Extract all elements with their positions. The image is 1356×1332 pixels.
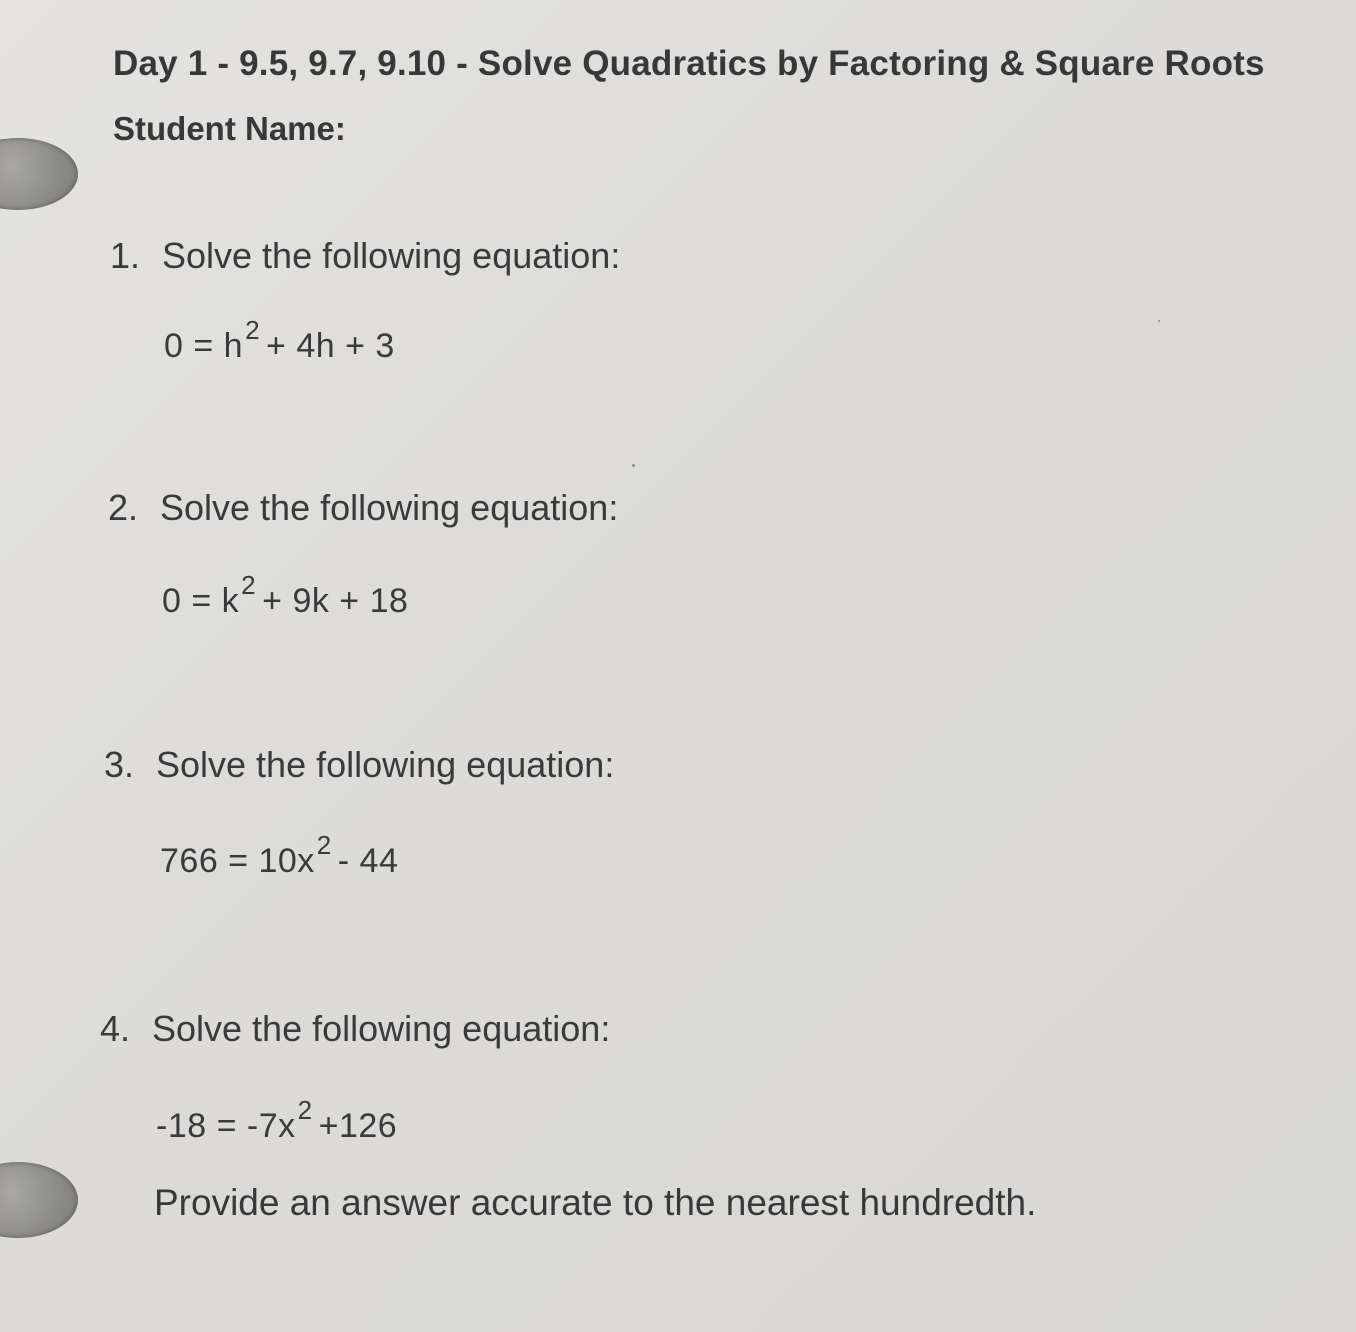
question-prompt: Solve the following equation: <box>162 235 621 276</box>
equation-exponent: 2 <box>241 569 257 600</box>
question-number: 4. <box>100 1008 131 1049</box>
question-number: 2. <box>108 487 139 528</box>
question-prompt: Solve the following equation: <box>160 487 619 528</box>
punch-hole <box>0 1162 78 1238</box>
equation-right: - 44 <box>337 842 399 880</box>
question-4 <box>100 1008 610 1050</box>
equation-left: 0 = h <box>164 327 244 365</box>
equation-2 <box>162 569 409 621</box>
question-prompt: Solve the following equation: <box>152 1008 611 1049</box>
equation-left: -18 = -7x <box>156 1107 296 1145</box>
student-name-label: Student Name: <box>113 110 346 147</box>
equation-right: + 9k + 18 <box>262 582 409 620</box>
equation-right: + 4h + 3 <box>266 327 395 365</box>
equation-1 <box>164 314 395 366</box>
paper-speck <box>632 464 635 467</box>
precision-note: Provide an answer accurate to the nearest hundredth. <box>154 1182 1037 1223</box>
equation-3 <box>160 829 399 881</box>
punch-hole <box>0 138 78 210</box>
worksheet-title: Day 1 - 9.5, 9.7, 9.10 - Solve Quadratics by Factoring & Square Roots <box>113 44 1265 83</box>
equation-4 <box>156 1094 398 1146</box>
equation-exponent: 2 <box>245 314 261 345</box>
paper-speck <box>1158 320 1160 322</box>
equation-exponent: 2 <box>316 829 332 860</box>
equation-left: 0 = k <box>162 582 240 620</box>
question-number: 1. <box>110 235 141 276</box>
equation-left: 766 = 10x <box>160 842 315 880</box>
question-2 <box>108 487 618 529</box>
question-1 <box>110 235 620 277</box>
question-prompt: Solve the following equation: <box>156 744 615 785</box>
equation-right: +126 <box>318 1107 398 1145</box>
equation-exponent: 2 <box>297 1094 313 1125</box>
question-3 <box>104 744 614 786</box>
question-number: 3. <box>104 744 135 785</box>
